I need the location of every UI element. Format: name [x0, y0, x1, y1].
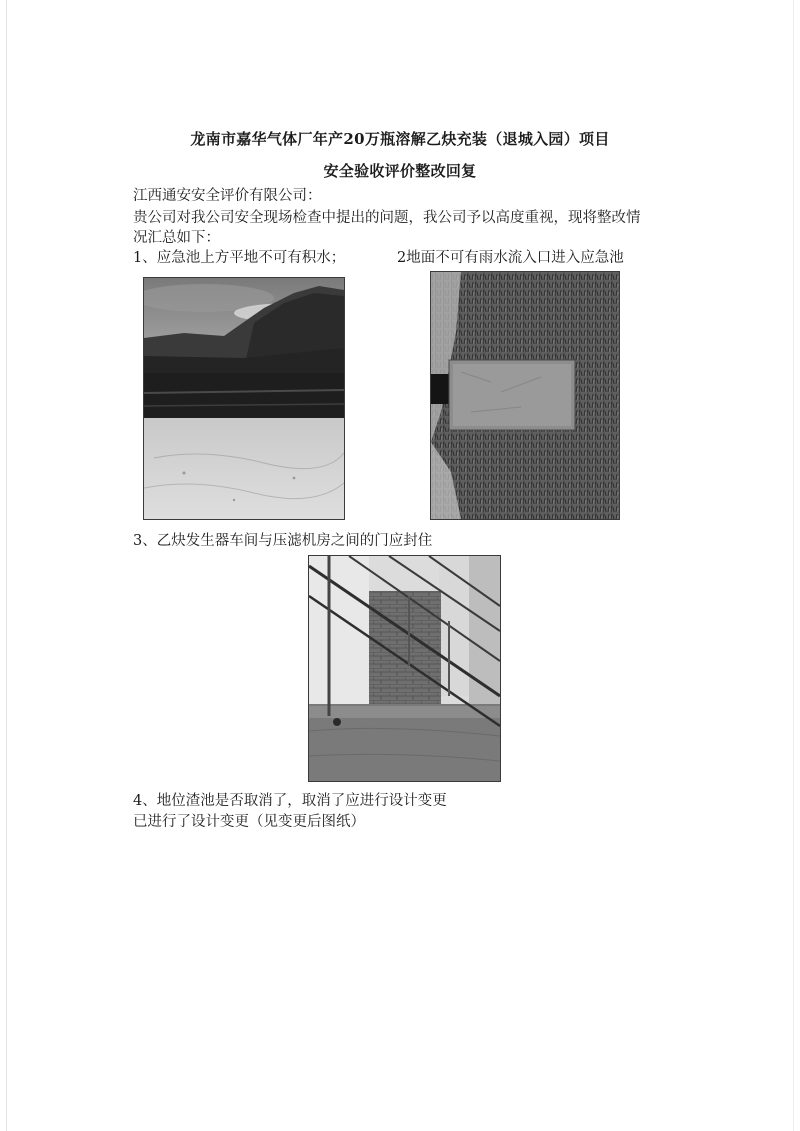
intro-text-cont: 况汇总如下：: [133, 230, 220, 246]
item-2-label: 2地面不可有雨水流入口进入应急池: [397, 250, 624, 266]
document-subtitle: 安全验收评价整改回复: [323, 162, 477, 180]
photo-emergency-pool-area: [143, 277, 345, 520]
item-4-response: 已进行了设计变更（见变更后图纸）: [133, 814, 365, 830]
item-4-label: 4、地位渣池是否取消了，取消了应进行设计变更: [133, 793, 447, 809]
addressee: 江西通安安全评价有限公司：: [133, 188, 322, 204]
photo-bricked-doorway: [308, 555, 501, 782]
photo-concrete-patch-grass: [430, 271, 620, 520]
item-1-label: 1、应急池上方平地不可有积水；: [133, 250, 346, 266]
item-3-label: 3、乙炔发生器车间与压滤机房之间的门应封住: [133, 533, 433, 549]
intro-text: 贵公司对我公司安全现场检查中提出的问题，我公司予以高度重视，现将整改情: [133, 210, 641, 226]
document-title: 龙南市嘉华气体厂年产20万瓶溶解乙炔充装（退城入园）项目: [190, 130, 610, 148]
